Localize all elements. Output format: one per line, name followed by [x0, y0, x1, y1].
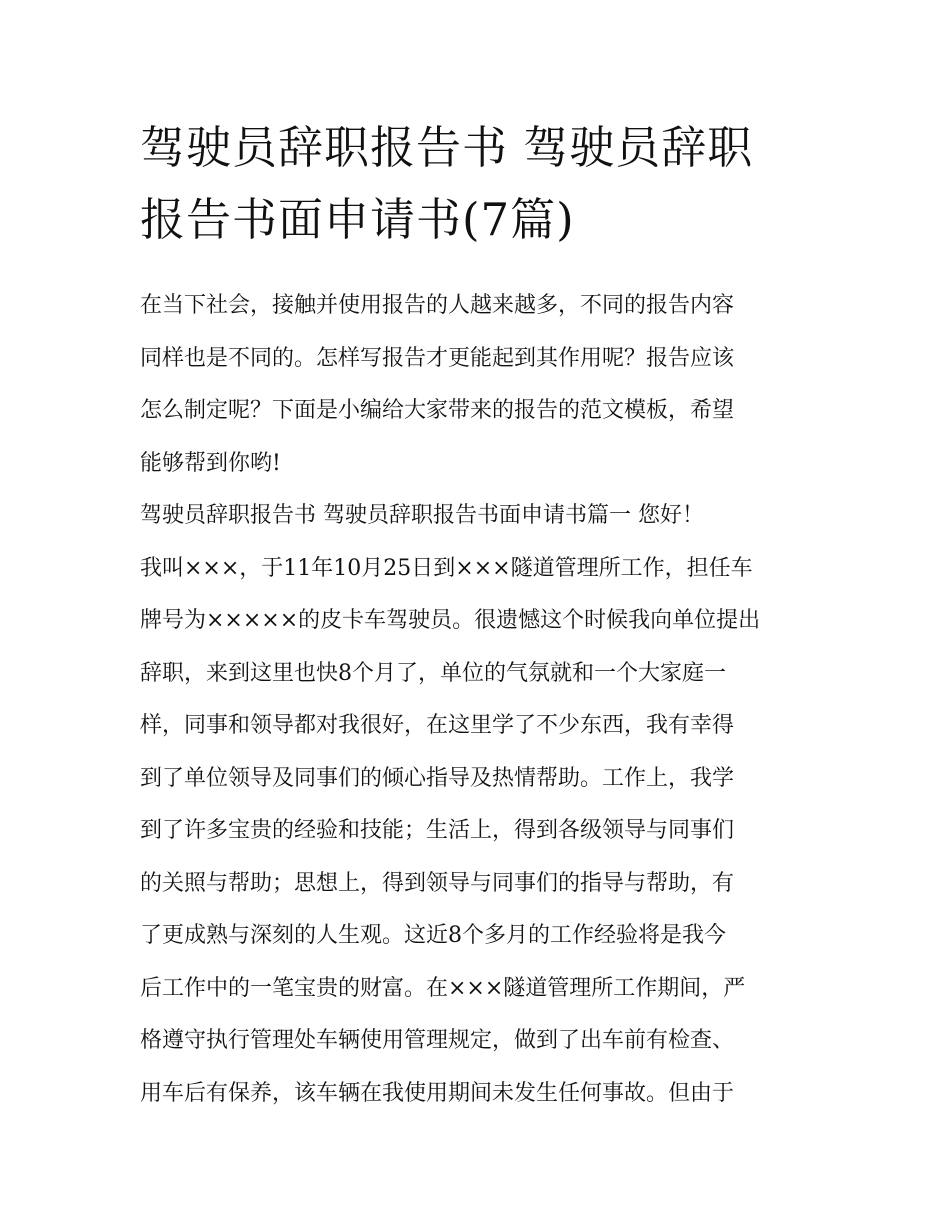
- document-body: [140, 280, 830, 1120]
- body-line: 我叫×××，于11年10月25日到×××隧道管理所工作，担任车: [140, 555, 753, 581]
- body-line: 的关照与帮助；思想上，得到领导与同事们的指导与帮助，有: [140, 870, 735, 896]
- body-line: 辞职，来到这里也快8个月了，单位的气氛就和一个大家庭一: [140, 660, 726, 686]
- body-line: 牌号为×××××的皮卡车驾驶员。很遗憾这个时候我向单位提出: [140, 608, 761, 633]
- body-line: 能够帮到你哟!: [140, 450, 281, 476]
- body-line: 驾驶员辞职报告书 驾驶员辞职报告书面申请书篇一 您好！: [140, 503, 704, 528]
- title-line: 驾驶员辞职报告书 驾驶员辞职: [140, 121, 754, 174]
- body-line: 用车后有保养，该车辆在我使用期间未发生任何事故。但由于: [140, 1080, 735, 1106]
- document-title: [140, 112, 820, 256]
- body-line: 后工作中的一笔宝贵的财富。在×××隧道管理所工作期间，严: [140, 975, 746, 1001]
- body-line: 到了单位领导及同事们的倾心指导及热情帮助。工作上，我学: [140, 765, 735, 791]
- body-line: 在当下社会，接触并使用报告的人越来越多，不同的报告内容: [140, 293, 735, 318]
- body-line: 同样也是不同的。怎样写报告才更能起到其作用呢？报告应该: [140, 345, 735, 371]
- body-line: 格遵守执行管理处车辆使用管理规定，做到了出车前有检查、: [140, 1028, 735, 1053]
- body-line: 了更成熟与深刻的人生观。这近8个多月的工作经验将是我今: [140, 923, 726, 948]
- title-line: 报告书面申请书(7篇): [140, 193, 575, 246]
- body-line: 怎么制定呢？下面是小编给大家带来的报告的范文模板，希望: [140, 398, 735, 423]
- body-line: 样，同事和领导都对我很好，在这里学了不少东西，我有幸得: [140, 713, 735, 738]
- body-line: 到了许多宝贵的经验和技能；生活上，得到各级领导与同事们: [140, 818, 735, 843]
